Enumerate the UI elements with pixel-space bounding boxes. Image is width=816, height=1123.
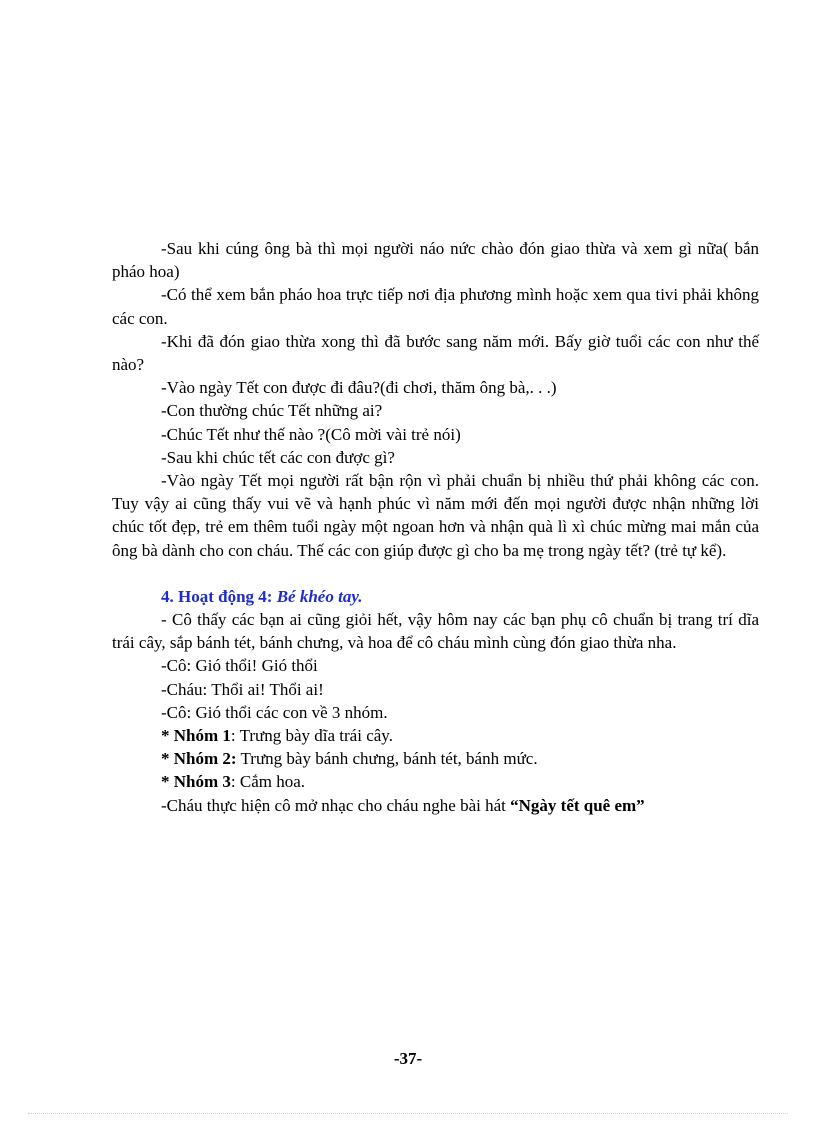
section-heading-title: Bé khéo tay. — [276, 586, 363, 606]
page-body — [112, 237, 759, 817]
group-item — [112, 770, 759, 793]
page-number: -37- — [393, 1049, 423, 1068]
section-heading-prefix: 4. Hoạt động 4: — [161, 586, 277, 606]
group-text: : Trưng bày dĩa trái cây. — [230, 726, 393, 746]
dialogue-line: -Cô: Gió thổi! Gió thổi — [161, 656, 318, 676]
paragraph: -Vào ngày Tết con được đi đâu?(đi chơi, thăm ông bà,. . .) — [161, 378, 557, 398]
group-text: : Cắm hoa. — [230, 772, 306, 792]
group-label: * Nhóm 2: — [161, 749, 237, 769]
dialogue-line: -Cháu: Thổi ai! Thổi ai! — [161, 679, 324, 699]
group-item — [112, 724, 759, 747]
paragraph: -Sau khi chúc tết các con được gì? — [161, 447, 395, 467]
closing-line — [112, 794, 759, 817]
group-text: Trưng bày bánh chưng, bánh tét, bánh mức. — [236, 749, 538, 769]
paragraph: -Con thường chúc Tết những ai? — [161, 401, 383, 421]
section-intro: - Cô thấy các bạn ai cũng giỏi hết, vậy hôm nay các bạn phụ cô chuẩn bị trang trí dĩa trái cây, sắp bánh tét, bánh chưng, và hoa để cô cháu mình cùng đón giao thừa nha. — [112, 610, 759, 653]
paragraph: -Chúc Tết như thế nào ?(Cô mời vài trẻ nói) — [161, 424, 461, 444]
paragraph: -Vào ngày Tết mọi người rất bận rộn vì phải chuẩn bị nhiều thứ phải không các con. Tuy vậy ai cũng thấy vui vẽ và hạnh phúc vì năm mới đến mọi người được nhận những lời chúc tốt đẹp, trẻ em thêm tuổi ngày một ngoan hơn và nhận quà lì xì chúc mừng mai mắn của ông bà dành cho con cháu. Thế các con giúp được gì cho ba mẹ trong ngày tết? (trẻ tự kể). — [112, 471, 759, 560]
paragraph: -Sau khi cúng ông bà thì mọi người náo nức chào đón giao thừa và xem gì nữa( bắn pháo hoa) — [112, 239, 759, 282]
dialogue-line: -Cô: Gió thổi các con về 3 nhóm. — [161, 702, 388, 722]
group-label: * Nhóm 1 — [161, 726, 231, 746]
footer-divider — [28, 1113, 788, 1114]
paragraph: -Có thể xem bắn pháo hoa trực tiếp nơi địa phương mình hoặc xem qua tivi phải không các con. — [112, 285, 759, 328]
closing-text: -Cháu thực hiện cô mở nhạc cho cháu nghe bài hát — [161, 795, 511, 815]
group-item — [112, 747, 759, 770]
section-heading — [112, 585, 759, 608]
group-label: * Nhóm 3 — [161, 772, 231, 792]
song-title: “Ngày tết quê em” — [510, 795, 645, 815]
paragraph: -Khi đã đón giao thừa xong thì đã bước sang năm mới. Bấy giờ tuổi các con như thế nào? — [112, 331, 759, 375]
